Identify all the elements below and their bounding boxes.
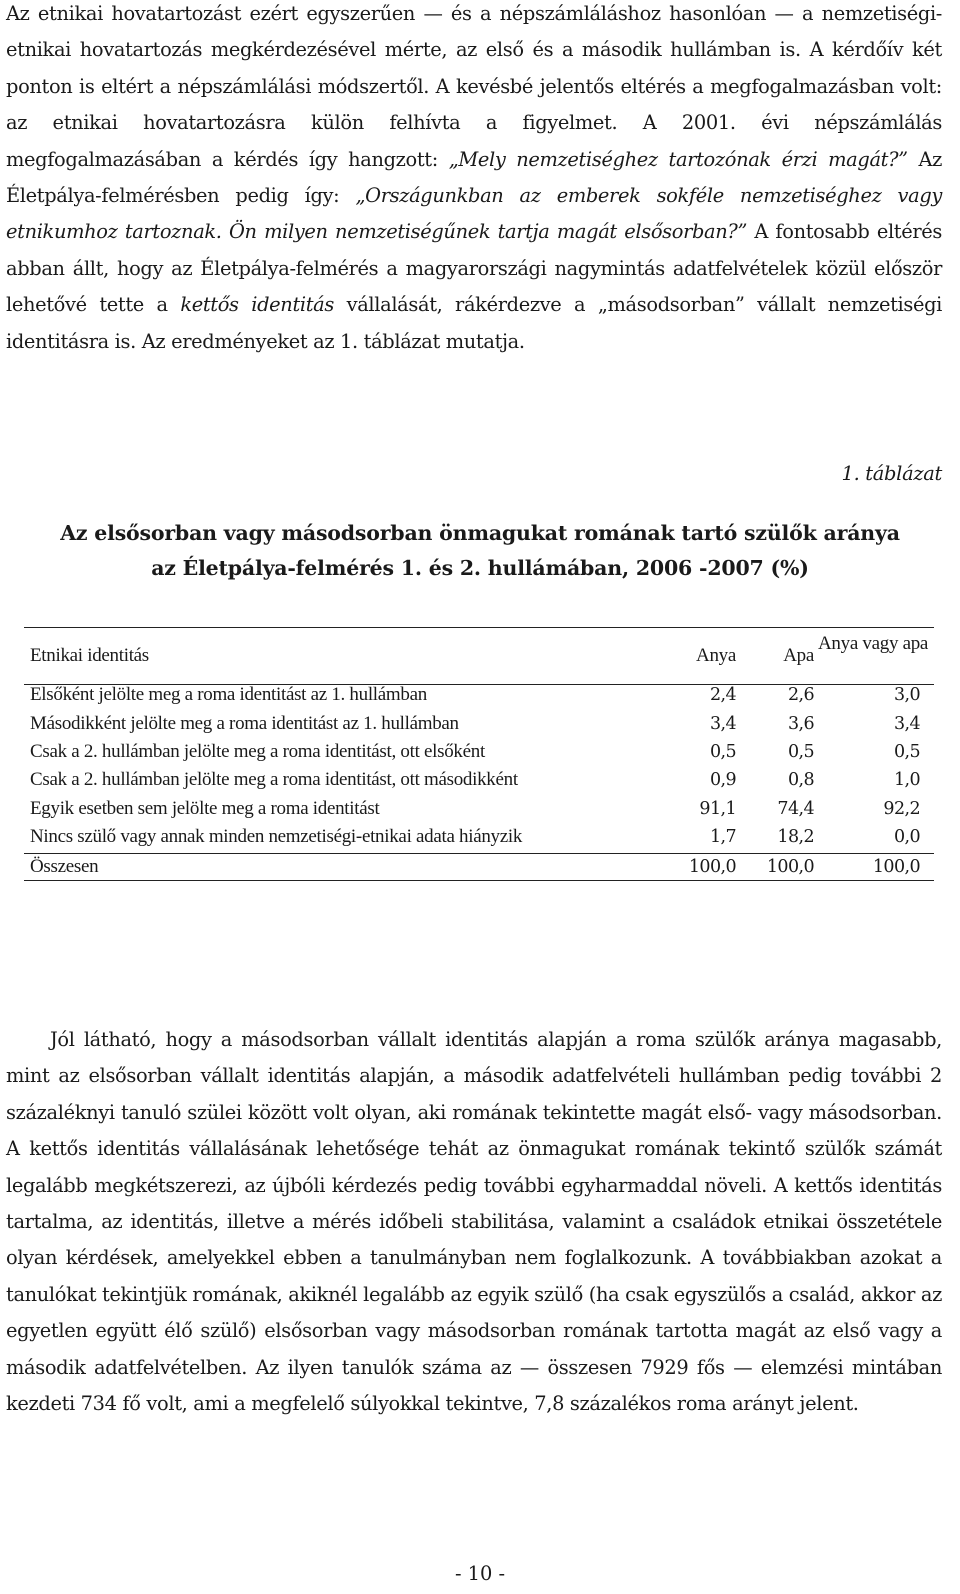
- table-top-rule: [24, 627, 934, 628]
- cell-mother: 91,1: [699, 799, 736, 819]
- census-question-quote: „Mely nemzetiséghez tartozónak érzi magát?”: [448, 147, 908, 171]
- header-mother: Anya: [696, 645, 736, 666]
- cell-mother: 2,4: [709, 685, 736, 705]
- row-label: Elsőként jelölte meg a roma identitást az 1. hullámban: [30, 684, 427, 705]
- dual-identity-emphasis: kettős identitás: [180, 293, 334, 317]
- table-row: [24, 714, 934, 734]
- total-label: Összesen: [30, 856, 99, 877]
- table-number: 1. táblázat: [841, 462, 942, 485]
- header-ethnic-identity: Etnikai identitás: [30, 645, 149, 666]
- cell-father: 0,5: [787, 742, 814, 762]
- table-header-row: [24, 633, 934, 666]
- row-label: Másodikként jelölte meg a roma identitást az 1. hullámban: [30, 713, 459, 734]
- cell-father: 74,4: [777, 799, 814, 819]
- intro-paragraph: [6, 0, 942, 360]
- cell-mother-or-father: 3,4: [893, 714, 920, 734]
- cell-mother: 1,7: [709, 827, 736, 847]
- page-number: - 10 -: [454, 1562, 506, 1585]
- table-row: [24, 685, 934, 705]
- table-row: [24, 827, 934, 847]
- row-label: Nincs szülő vagy annak minden nemzetiségi-etnikai adata hiányzik: [30, 826, 523, 847]
- table-bottom-rule: [24, 880, 934, 881]
- cell-mother: 0,5: [709, 742, 736, 762]
- table-row: [24, 742, 934, 762]
- cell-mother-or-father: 0,5: [893, 742, 920, 762]
- cell-mother: 3,4: [709, 714, 736, 734]
- total-father: 100,0: [766, 857, 814, 877]
- intro-text-d: vállalását, rákérdezve a „másodsorban” vállalt nemzetiségi identitásra is. Az eredményeket az 1. táblázat mutatja.: [6, 293, 943, 353]
- total-mother-or-father: 100,0: [872, 857, 920, 877]
- cell-mother-or-father: 1,0: [893, 770, 920, 790]
- intro-text-a: Az etnikai hovatartozást ezért egyszerűen — és a népszámláláshoz hasonlóan — a nemzetiségi-etnikai hovatartozás megkérdezésével mérte, az első és a második hullámban is. A kérdőív két ponton is eltért a népszámlálási módszertől. A kevésbé jelentős eltérés a megfogalmazásban volt: az etnikai hovatartozásra külön felhívta a figyelmet. A 2001. évi népszámlálás megfogalmazásában a kérdés így hangzott:: [6, 2, 942, 171]
- table-title-line-1: Az elsősorban vagy másodsorban önmagukat romának tartó szülők aránya: [60, 521, 900, 545]
- cell-mother-or-father: 92,2: [883, 799, 920, 819]
- table-row: [24, 770, 934, 790]
- cell-father: 2,6: [787, 685, 814, 705]
- cell-father: 3,6: [787, 714, 814, 734]
- cell-mother-or-father: 0,0: [893, 827, 920, 847]
- cell-father: 0,8: [787, 770, 814, 790]
- table-row: [24, 799, 934, 819]
- intro-text-c: A fontosabb eltérés abban állt, hogy az Életpálya-felmérés a magyarországi nagymintás adatfelvételek közül először lehetővé tette a: [6, 220, 943, 317]
- row-label: Csak a 2. hullámban jelölte meg a roma identitást, ott másodikként: [30, 769, 518, 790]
- total-mother: 100,0: [688, 857, 736, 877]
- table-title: [0, 516, 960, 586]
- results-paragraph: Jól látható, hogy a másodsorban vállalt identitás alapján a roma szülők aránya magasabb, mint az elsősorban vállalt identitás alapján, a második adatfelvételi hullámban pedig további 2 százaléknyi tanuló szülei között volt olyan, aki romának tekintette magát első- vagy másodsorban. A kettős identitás vállalásának lehetősége tehát az önmagukat romának tekintő szülők számát legalább megkétszerezi, az újbóli kérdezés pedig további egyharmaddal növeli. A kettős identitás tartalma, az identitás, illetve a mérés időbeli stabilitása, valamint a családok etnikai összetétele olyan kérdések, amelyekkel ebben a tanulmányban nem foglalkozunk. A továbbiakban azokat a tanulókat tekintjük romának, akiknél legalább az egyik szülő (ha csak egyszülős a család, akkor az egyetlen együtt élő szülő) elsősorban vagy másodsorban romának tartotta magát az első vagy a második adatfelvételben. Az ilyen tanulók száma az — összesen 7929 fős — elemzési mintában kezdeti 734 fő volt, ami a megfelelő súlyokkal tekintve, 7,8 százalékos roma arányt jelent.: [6, 1028, 942, 1416]
- table-total-row: [24, 857, 934, 877]
- cell-mother: 0,9: [709, 770, 736, 790]
- table-total-rule: [24, 853, 934, 854]
- header-father: Apa: [783, 645, 814, 666]
- row-label: Egyik esetben sem jelölte meg a roma identitást: [30, 798, 380, 819]
- table-title-line-2: az Életpálya-felmérés 1. és 2. hullámában, 2006 -2007 (%): [151, 556, 809, 580]
- header-mother-or-father: Anya vagy apa: [818, 633, 929, 654]
- cell-mother-or-father: 3,0: [893, 685, 920, 705]
- cell-father: 18,2: [777, 827, 814, 847]
- row-label: Csak a 2. hullámban jelölte meg a roma identitást, ott elsőként: [30, 741, 485, 762]
- intro-text-b: Az Életpálya-felmérésben pedig így:: [6, 147, 942, 208]
- survey-question-quote: „Országunkban az emberek sokféle nemzetiséghez vagy etnikumhoz tartoznak. Ön milyen nemzetiségűnek tartja magát elsősorban?”: [6, 184, 943, 244]
